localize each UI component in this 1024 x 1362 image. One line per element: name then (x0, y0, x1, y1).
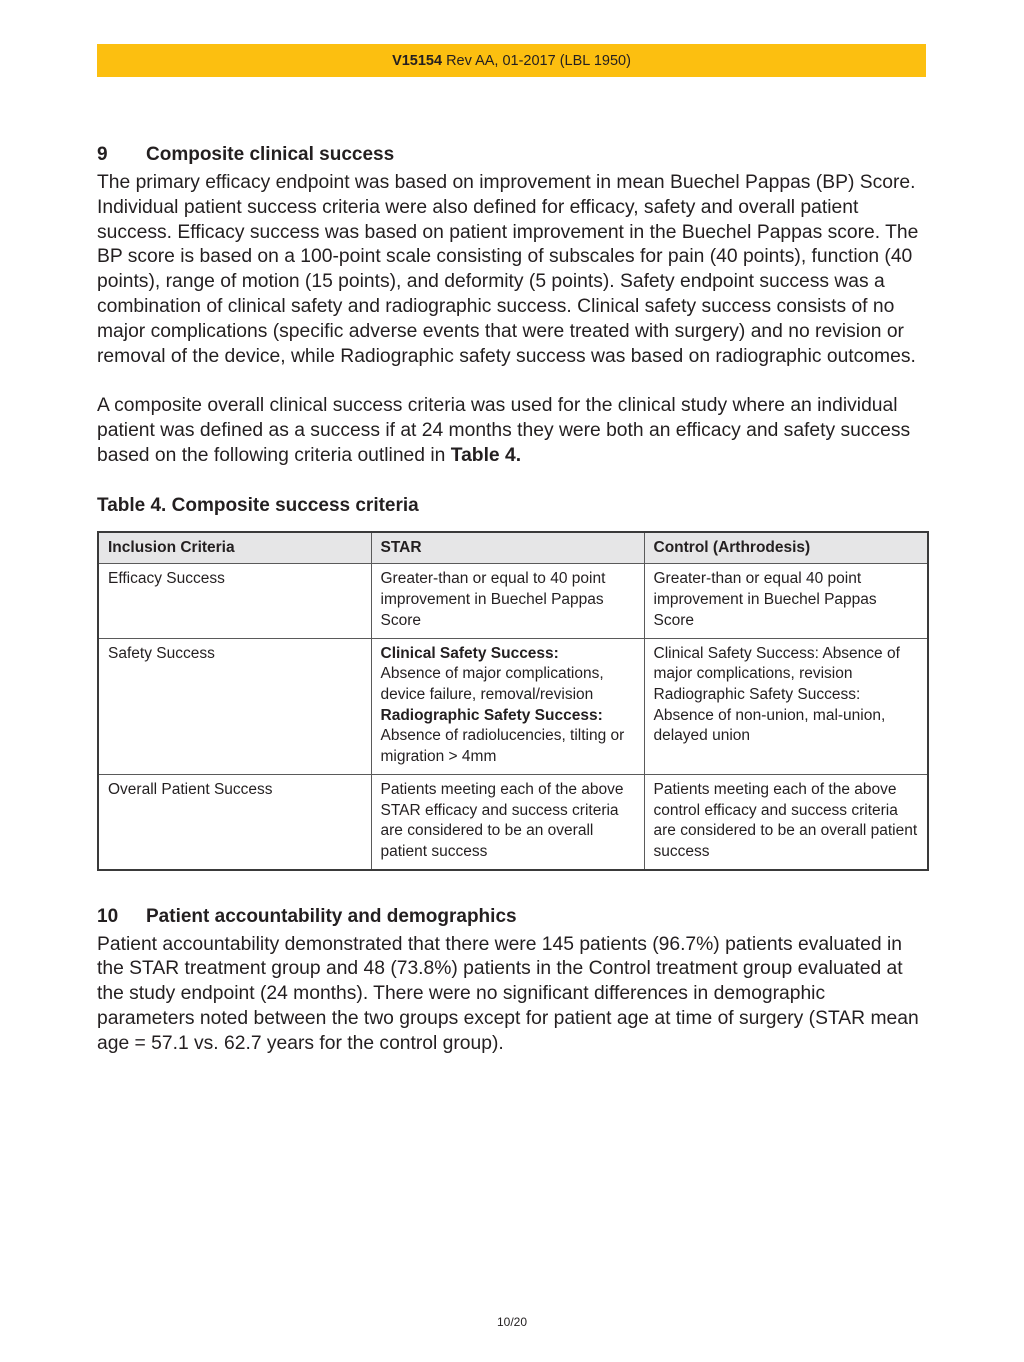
section-9-heading (97, 142, 927, 168)
cell-criteria: Efficacy Success (98, 564, 371, 638)
clinical-safety-label: Clinical Safety Success: (380, 644, 559, 662)
section-9-paragraph-2 (97, 394, 927, 468)
cell-criteria: Safety Success (98, 638, 371, 774)
cell-control (644, 638, 928, 774)
header-inclusion-criteria: Inclusion Criteria (98, 532, 371, 564)
control-radiographic-safety: Radiographic Safety Success: Absence of non-union, mal-union, delayed union (653, 685, 886, 745)
cell-control: Greater-than or equal 40 point improvement in Buechel Pappas Score (644, 564, 928, 638)
cell-criteria: Overall Patient Success (98, 774, 371, 869)
clinical-safety-text: Absence of major complications, device failure, removal/revision (380, 665, 604, 703)
composite-success-table (97, 531, 929, 871)
table-row (98, 638, 928, 774)
page-number: 10/20 (496, 1315, 528, 1329)
radiographic-safety-text: Absence of radiolucencies, tilting or migration > 4mm (380, 727, 625, 766)
section-number: 10 (97, 905, 119, 927)
table-caption: Table 4. Composite success criteria (97, 494, 419, 516)
page-content (97, 140, 927, 1057)
table-header-row (98, 532, 928, 564)
table-row (98, 564, 928, 638)
cell-control: Patients meeting each of the above control efficacy and success criteria are considered to be an overall patient success (644, 774, 928, 869)
section-title: Composite clinical success (146, 144, 395, 165)
section-number: 9 (97, 144, 108, 165)
control-clinical-safety: Clinical Safety Success: Absence of major complications, revision (653, 644, 900, 683)
section-title: Patient accountability and demographics (146, 905, 517, 927)
section-10-paragraph-1: Patient accountability demonstrated that there were 145 patients (96.7%) patients evaluated in the STAR treatment group and 48 (73.8%) patients in the Control treatment group evaluated at the study endpoint (24 months). There were no significant differences in demographic parameters noted between the two groups except for patient age at time of surgery (STAR mean age = 57.1 vs. 62.7 years for the control group). (97, 933, 919, 1054)
cell-star: Greater-than or equal to 40 point improvement in Buechel Pappas Score (371, 564, 644, 638)
table-row (98, 774, 928, 869)
header-star: STAR (371, 532, 644, 564)
doc-code: V15154 (392, 52, 443, 69)
cell-star: Patients meeting each of the above STAR efficacy and success criteria are considered to be an overall patient success (371, 774, 644, 869)
section-10-heading (97, 904, 927, 930)
table-reference: Table 4. (450, 444, 522, 466)
section-9-paragraph-1: The primary efficacy endpoint was based on improvement in mean Buechel Pappas (BP) Score. Individual patient success criteria were also defined for efficacy, safety and overall patient success. Efficacy success was based on patient improvement in the Buechel Pappas score. The BP score is based on a 100-point scale consisting of subscales for pain (40 points), function (40 points), range of motion (15 points), and deformity (5 points). Safety endpoint success was a combination of clinical safety and radiographic success. Clinical safety success consists of no major complications (specific adverse events that were treated with surgery) and no revision or removal of the device, while Radiographic safety success was based on radiographic outcomes. (97, 172, 919, 367)
header-band (97, 44, 926, 77)
cell-star (371, 638, 644, 774)
paragraph-text: A composite overall clinical success criteria was used for the clinical study where an individual patient was defined as a success if at 24 months they were both an efficacy and safety success based on the following criteria outlined in (97, 395, 911, 466)
header-control: Control (Arthrodesis) (644, 532, 928, 564)
doc-revision: Rev AA, 01-2017 (LBL 1950) (446, 52, 631, 69)
radiographic-safety-label: Radiographic Safety Success: (380, 706, 603, 724)
